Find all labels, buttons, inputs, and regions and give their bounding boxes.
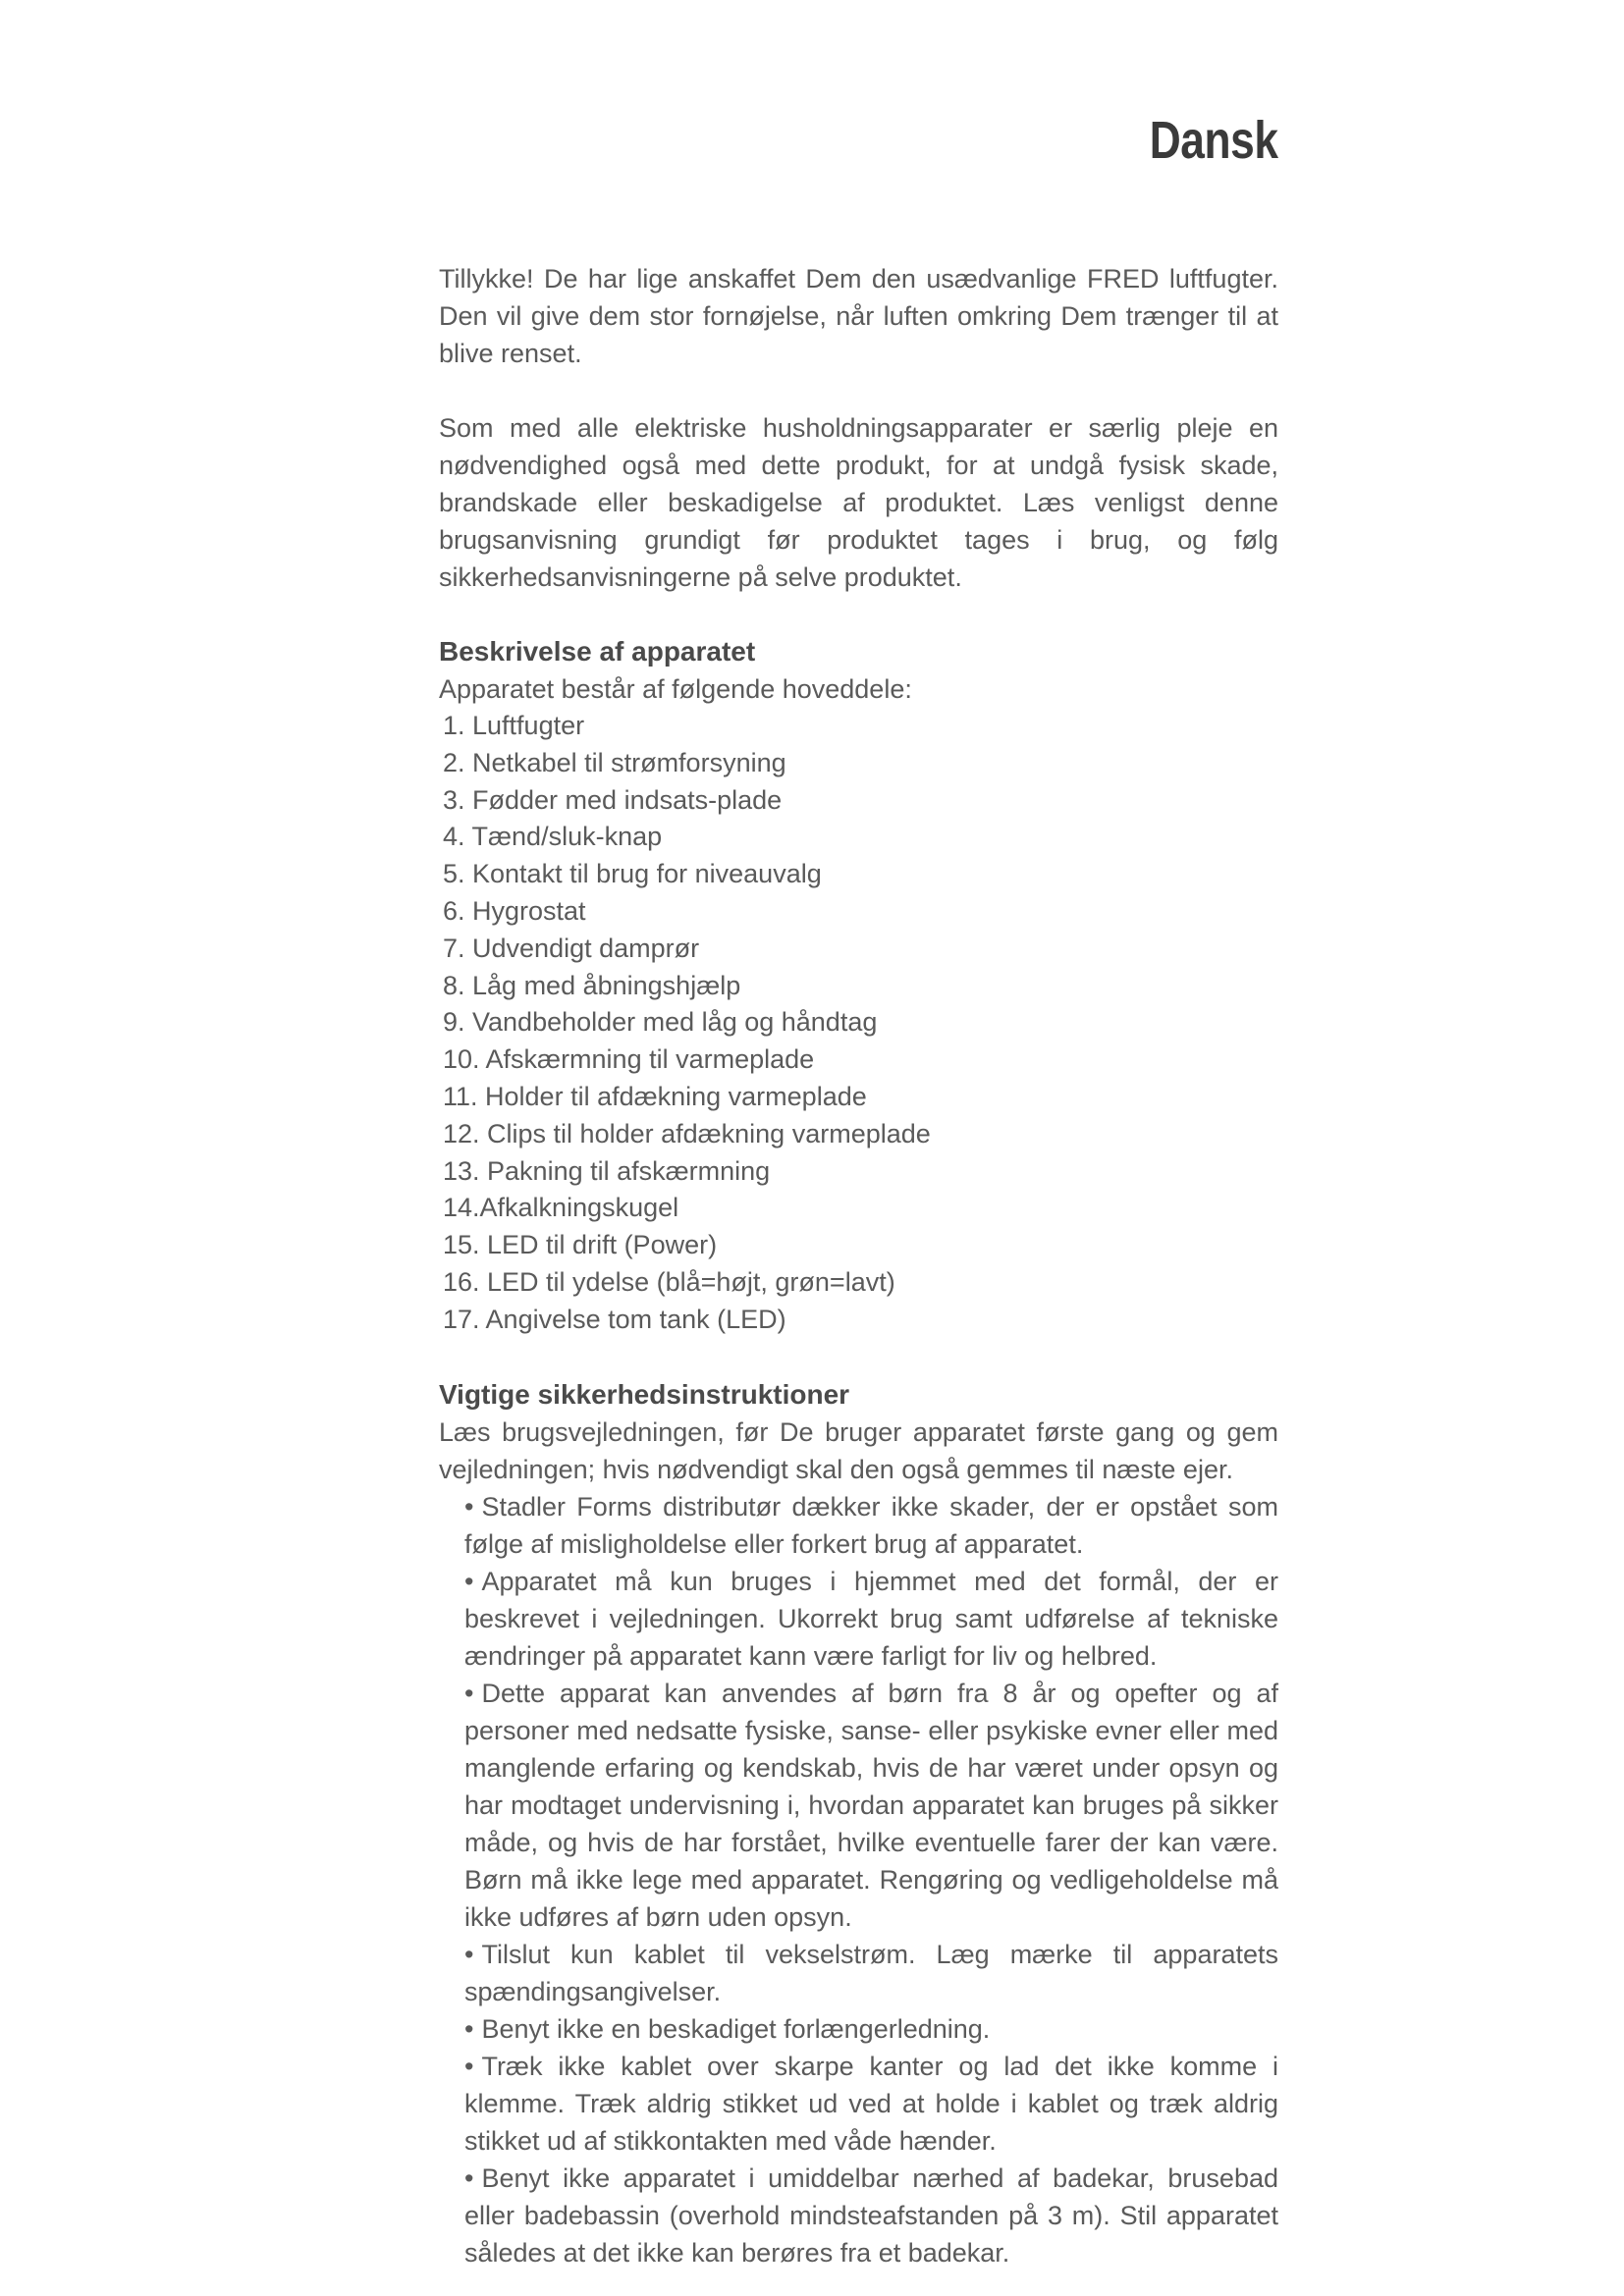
- part-item: 12. Clips til holder afdækning varmeplade: [443, 1118, 931, 1148]
- part-item: 7. Udvendigt damprør: [443, 933, 700, 963]
- part-item: 2. Netkabel til strømforsyning: [443, 747, 786, 777]
- bullet-icon: •: [464, 2051, 474, 2081]
- part-item: 11. Holder til afdækning varmeplade: [443, 1081, 867, 1111]
- part-item: 17. Angivelse tom tank (LED): [443, 1304, 786, 1334]
- language-heading: Dansk: [1150, 111, 1278, 170]
- safety-item: [464, 2010, 1278, 2048]
- safety-item: [464, 1936, 1278, 2010]
- safety-item-text: Stadler Forms distributør dækker ikke skader, der er opstået som følge af misligholdelse eller forkert brug af apparatet.: [464, 1491, 1278, 1559]
- safety-intro: Læs brugsvejledningen, før De bruger apparatet første gang og gem vejledningen; hvis nødvendigt skal den også gemmes til næste ejer.: [439, 1416, 1278, 1484]
- safety-title: Vigtige sikkerhedsinstruktioner: [439, 1378, 850, 1410]
- safety-item-text: Tilslut kun kablet til vekselstrøm. Læg mærke til apparatets spændingsangivelser.: [464, 1939, 1278, 2006]
- part-item: 5. Kontakt til brug for niveauvalg: [443, 859, 822, 889]
- safety-item: [464, 2048, 1278, 2160]
- part-item: 4. Tænd/sluk-knap: [443, 822, 663, 852]
- safety-item: [464, 1675, 1278, 1936]
- description-title: Beskrivelse af apparatet: [439, 636, 756, 667]
- intro-paragraph: Tillykke! De har lige anskaffet Dem den usædvanlige FRED luftfugter. Den vil give dem stor fornøjelse, når luften omkring Dem trænger til at blive renset.: [439, 264, 1278, 368]
- bullet-icon: •: [464, 1678, 474, 1708]
- safety-item-text: Benyt ikke apparatet i umiddelbar nærhed af badekar, brusebad eller badebassin (overhold mindsteafstanden på 3 m). Stil apparatet således at det ikke kan berøres fra et badekar.: [464, 2163, 1278, 2268]
- safety-item: [464, 1488, 1278, 1563]
- care-paragraph: Som med alle elektriske husholdningsapparater er særlig pleje en nødvendighed også med dette produkt, for at undgå fysisk skade, brandskade eller beskadigelse af produktet. Læs venligst denne brugsanvisning grundigt før produktet tages i brug, og følg sikkerhedsanvisningerne på selve produktet.: [439, 413, 1278, 592]
- safety-item: [464, 2160, 1278, 2271]
- safety-item-text: Dette apparat kan anvendes af børn fra 8 år og opefter og af personer med nedsatte fysiske, sanse- eller psykiske evner eller med manglende erfaring og kendskab, hvis de har været under opsyn og har modtaget undervisning i, hvordan apparatet kan bruges på sikker måde, og hvis de har forstået, hvilke eventuelle farer der kan være. Børn må ikke lege med apparatet. Rengøring og vedligeholdelse må ikke udføres af børn uden opsyn.: [464, 1678, 1278, 1932]
- part-item: 14.Afkalkningskugel: [443, 1193, 679, 1223]
- safety-item-text: Træk ikke kablet over skarpe kanter og lad det ikke komme i klemme. Træk aldrig stikket ud ved at holde i kablet og træk aldrig stikket ud af stikkontakten med våde hænder.: [464, 2051, 1278, 2156]
- document-body: [439, 260, 1278, 2271]
- bullet-icon: •: [464, 1566, 474, 1596]
- bullet-icon: •: [464, 2163, 474, 2193]
- description-intro: Apparatet består af følgende hoveddele:: [439, 674, 912, 704]
- part-item: 6. Hygrostat: [443, 895, 586, 926]
- part-item: 10. Afskærmning til varmeplade: [443, 1044, 815, 1075]
- parts-list: [439, 708, 1278, 1339]
- part-item: 8. Låg med åbningshjælp: [443, 970, 741, 1000]
- part-item: 9. Vandbeholder med låg og håndtag: [443, 1007, 878, 1038]
- safety-list: [439, 1488, 1278, 2271]
- description-section: [439, 633, 1278, 1339]
- bullet-icon: •: [464, 1491, 474, 1522]
- safety-item-text: Benyt ikke en beskadiget forlængerledning.: [481, 2013, 991, 2044]
- safety-item-text: Apparatet må kun bruges i hjemmet med det formål, der er beskrevet i vejledningen. Ukorrekt brug samt udførelse af tekniske ændringer på apparatet kann være farligt for liv og helbred.: [464, 1566, 1278, 1671]
- part-item: 13. Pakning til afskærmning: [443, 1155, 771, 1186]
- part-item: 1. Luftfugter: [443, 711, 585, 740]
- safety-item: [464, 1563, 1278, 1675]
- part-item: 16. LED til ydelse (blå=højt, grøn=lavt): [443, 1266, 895, 1297]
- bullet-icon: •: [464, 1939, 474, 1969]
- bullet-icon: •: [464, 2013, 474, 2044]
- part-item: 3. Fødder med indsats-plade: [443, 784, 783, 815]
- part-item: 15. LED til drift (Power): [443, 1230, 718, 1260]
- safety-section: [439, 1376, 1278, 2271]
